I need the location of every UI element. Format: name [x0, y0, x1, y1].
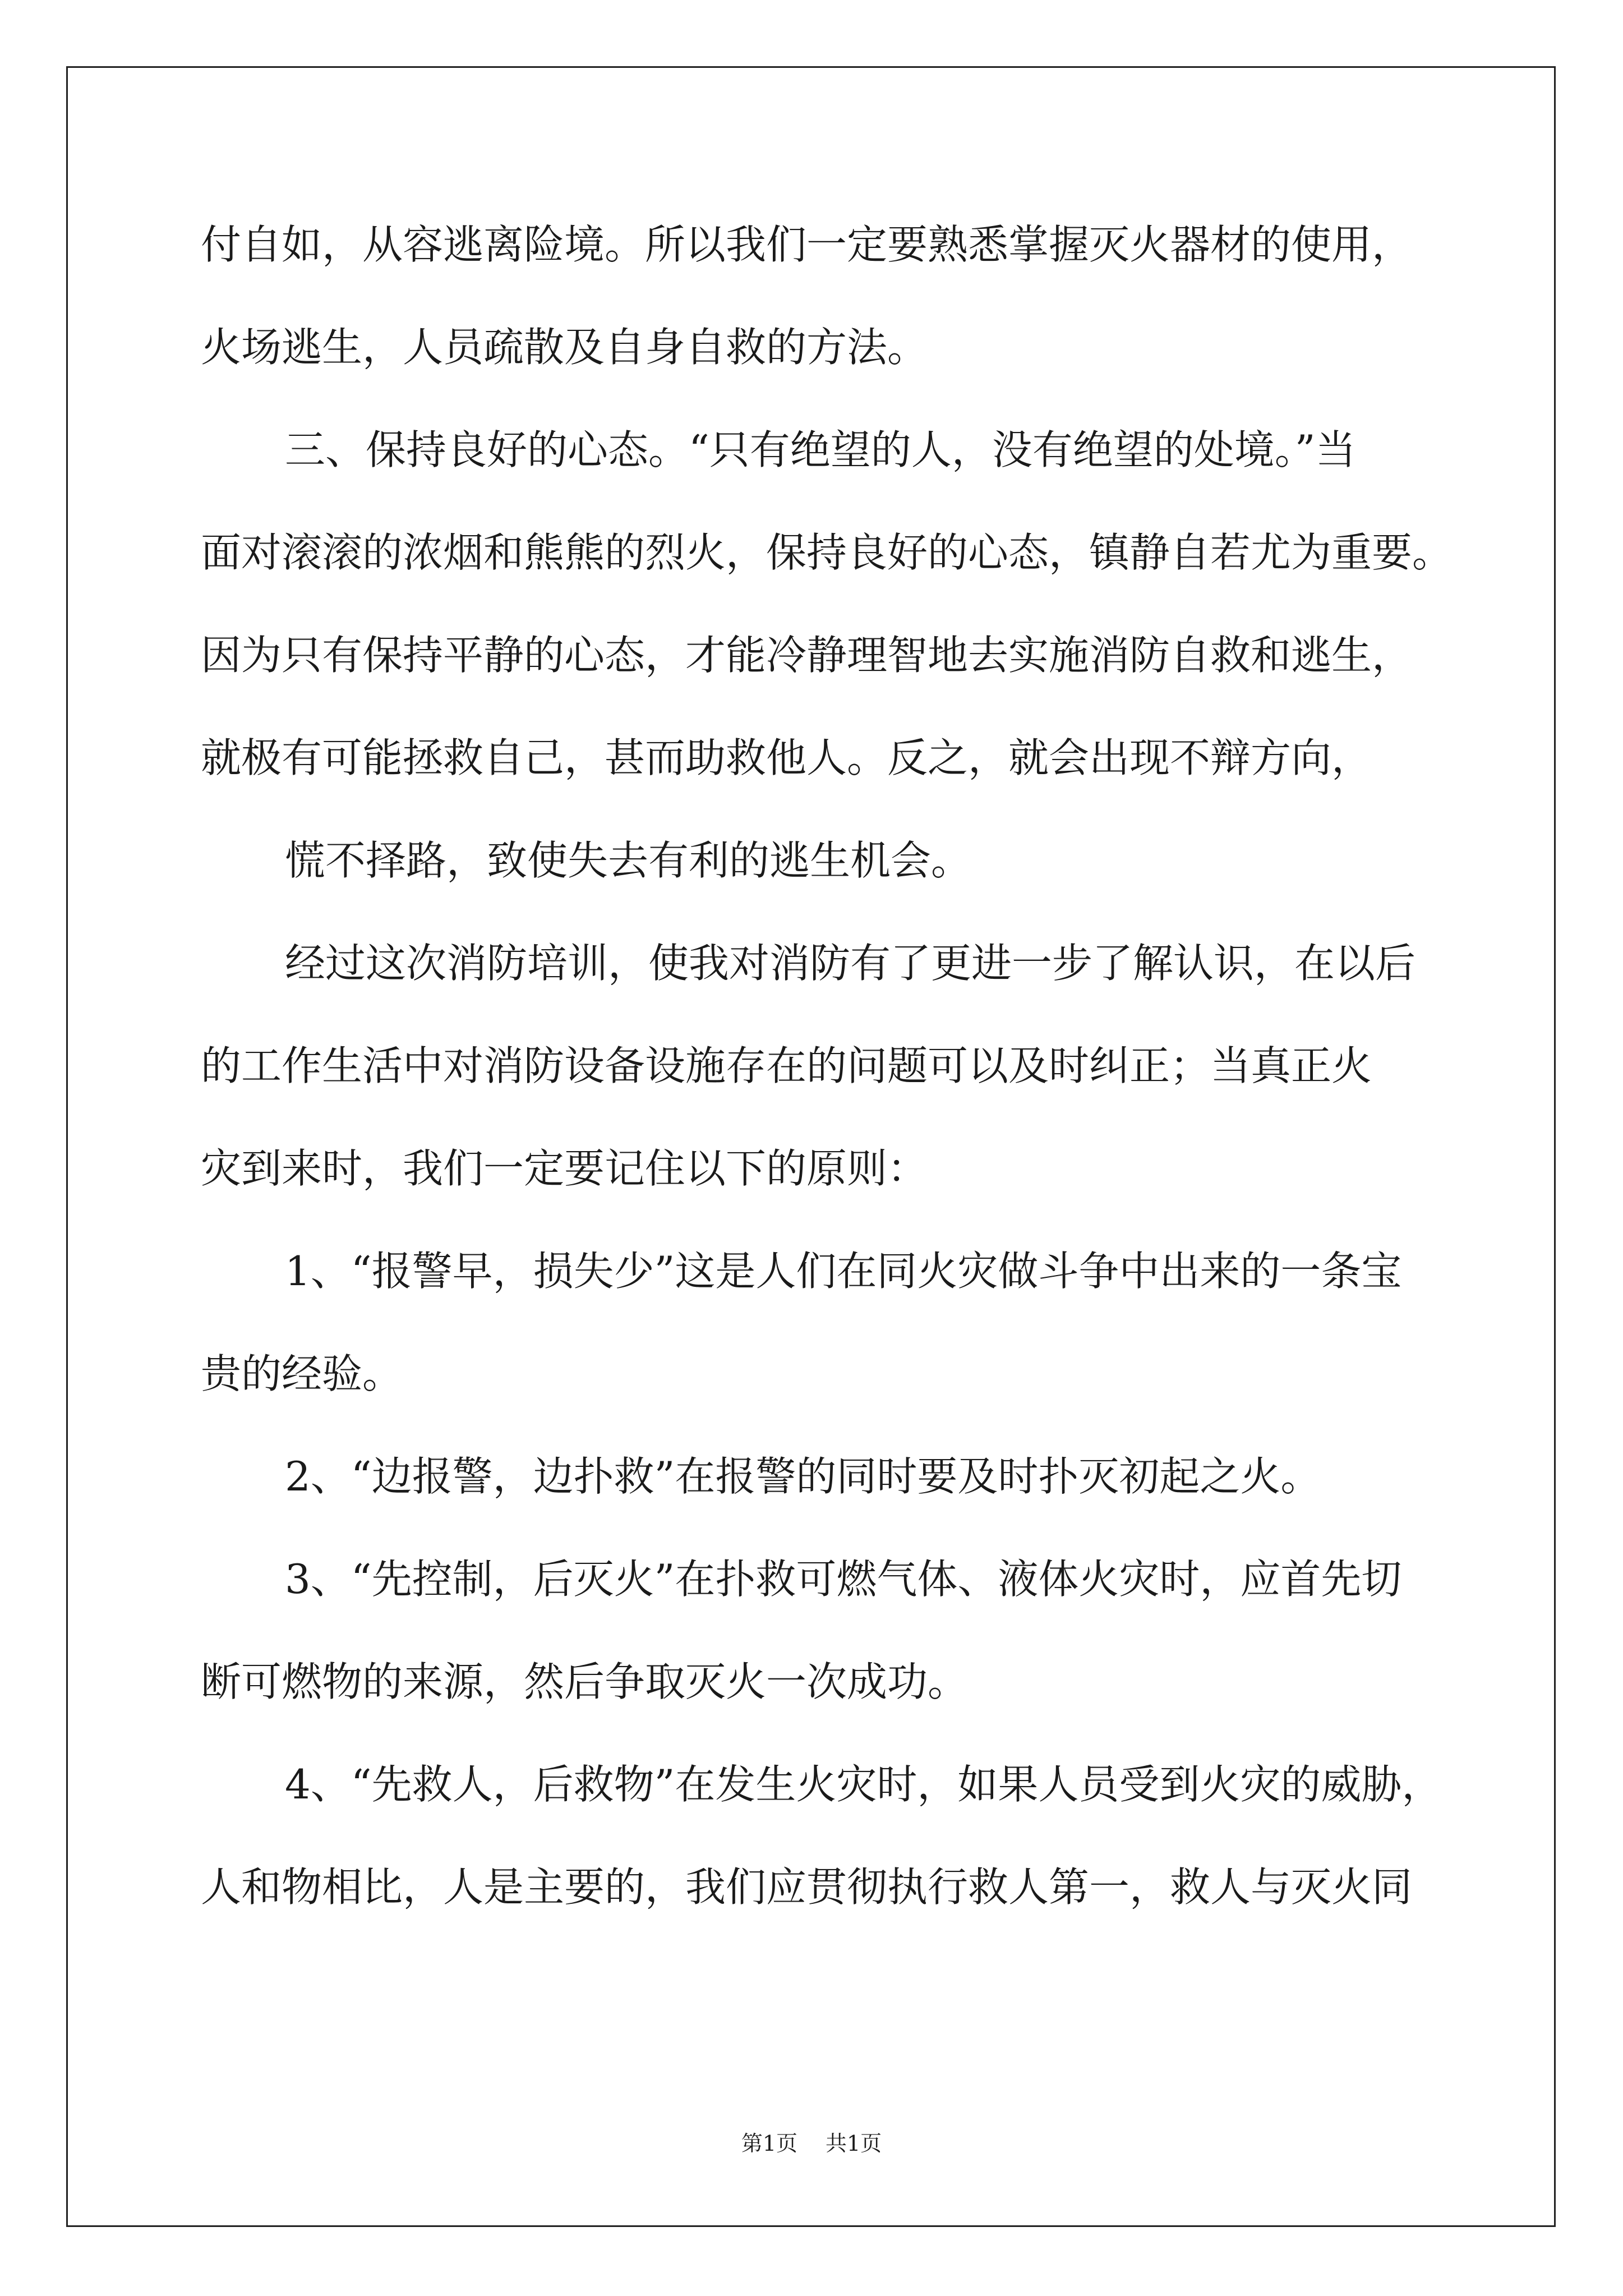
text-line: 面对滚滚的浓烟和熊熊的烈火，保持良好的心态，镇静自若尤为重要。 [201, 529, 1453, 576]
text-line: 灾到来时，我们一定要记住以下的原则： [201, 1145, 928, 1192]
text-line: 1、“报警早，损失少”这是人们在同火灾做斗争中出来的一条宝 [285, 1248, 1402, 1295]
text-line: 经过这次消防培训，使我对消防有了更进一步了解认识，在以后 [285, 940, 1416, 987]
text-line: 断可燃物的来源，然后争取灭火一次成功。 [201, 1658, 969, 1705]
text-line: 4、“先救人，后救物”在发生火灾时，如果人员受到火灾的威胁， [285, 1761, 1442, 1808]
text-line: 慌不择路，致使失去有利的逃生机会。 [285, 837, 972, 884]
text-line: 2、“边报警，边扑救”在报警的同时要及时扑灭初起之火。 [285, 1453, 1321, 1500]
page-total: 共1页 [826, 2131, 882, 2156]
text-line: 人和物相比，人是主要的，我们应贯彻执行救人第一，救人与灭火同 [201, 1864, 1413, 1911]
text-line: 就极有可能拯救自己，甚而助救他人。反之，就会出现不辩方向， [201, 734, 1372, 781]
text-line: 付自如，从容逃离险境。所以我们一定要熟悉掌握灭火器材的使用， [201, 221, 1413, 268]
page-number: 第1页 [741, 2131, 797, 2156]
text-line: 贵的经验。 [201, 1350, 403, 1397]
text-line: 三、保持良好的心态。“只有绝望的人，没有绝望的处境。”当 [285, 426, 1356, 473]
text-line: 因为只有保持平静的心态，才能冷静理智地去实施消防自救和逃生， [201, 632, 1413, 679]
page-footer [0, 2129, 1623, 2157]
text-line: 火场逃生，人员疏散及自身自救的方法。 [201, 324, 928, 371]
text-line: 的工作生活中对消防设备设施存在的问题可以及时纠正；当真正火 [201, 1042, 1372, 1089]
text-line: 3、“先控制，后灭火”在扑救可燃气体、液体火灾时，应首先切 [285, 1556, 1402, 1603]
